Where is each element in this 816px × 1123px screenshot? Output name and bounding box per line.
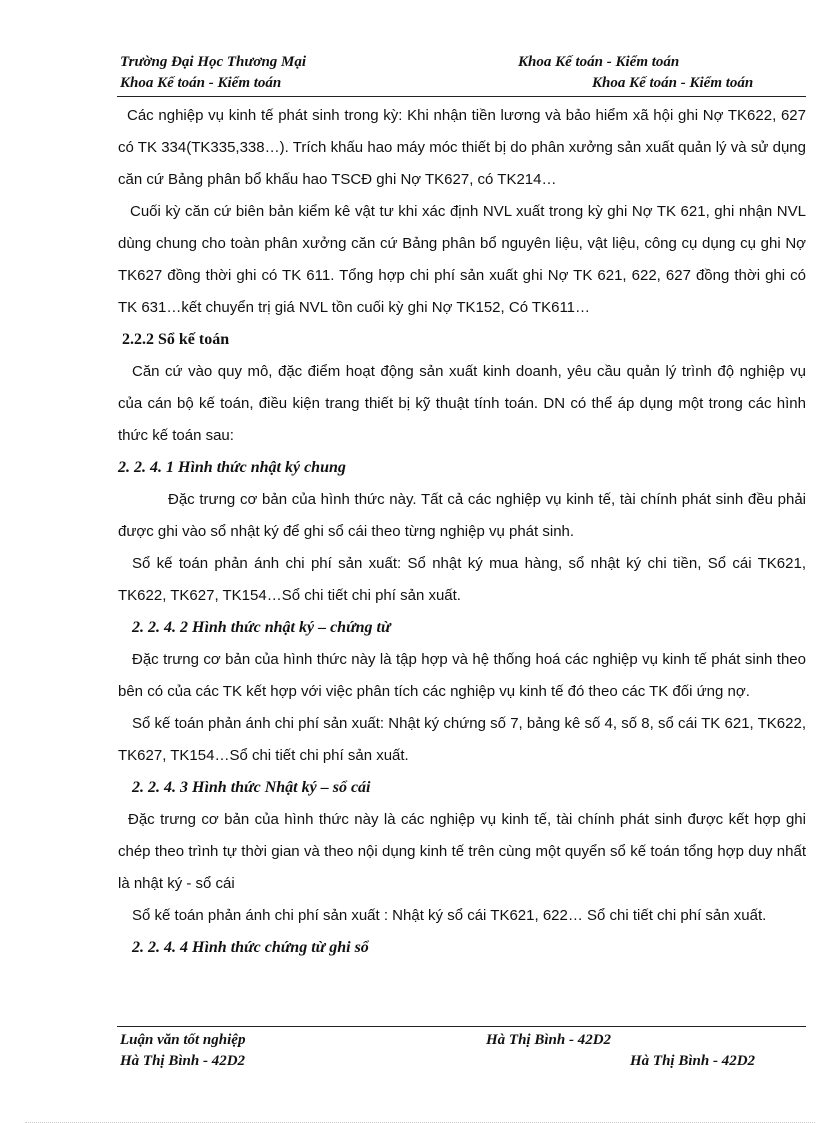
paragraph: Sổ kế toán phản ánh chi phí sản xuất: Nhật ký chứng số 7, bảng kê số 4, số 8, sổ cái TK 621, TK622, TK627, TK154…Sổ chi tiết chi phí sản xuất. <box>118 715 806 764</box>
paragraph: Cuối kỳ căn cứ biên bản kiểm kê vật tư khi xác định NVL xuất trong kỳ ghi Nợ TK 621, ghi nhận NVL dùng chung cho toàn phân xưởng căn cứ Bảng phân bổ nguyên liệu, vật liệu, công cụ dụng cụ ghi Nợ TK627 đồng thời ghi có TK 611. Tổng hợp chi phí sản xuất ghi Nợ TK 621, 622, 627 đồng thời ghi có TK 631…kết chuyển trị giá NVL tồn cuối kỳ ghi Nợ TK152, Có TK611… <box>118 203 806 316</box>
footer-rule <box>117 1026 806 1027</box>
paragraph: Các nghiệp vụ kinh tế phát sinh trong kỳ: Khi nhận tiền lương và bảo hiểm xã hội ghi Nợ TK622, 627 có TK 334(TK335,338…). Trích khấu hao máy móc thiết bị do phân xưởng sản xuất quản lý và sử dụng căn cứ Bảng phân bổ khấu hao TSCĐ ghi Nợ TK627, có TK214… <box>118 107 806 188</box>
paragraph: Đặc trưng cơ bản của hình thức này là các nghiệp vụ kinh tế, tài chính phát sinh được kết hợp ghi chép theo trình tự thời gian và theo nội dụng kinh tế trên cùng một quyển sổ kế toán tổng hợp duy nhất là nhật ký - sổ cái <box>118 811 806 892</box>
paragraph: Đặc trưng cơ bản của hình thức này. Tất cả các nghiệp vụ kinh tế, tài chính phát sinh đều phải được ghi vào sổ nhật ký để ghi sổ cái theo từng nghiệp vụ phát sinh. <box>118 491 806 540</box>
paragraph: Căn cứ vào quy mô, đặc điểm hoạt động sản xuất kinh doanh, yêu cầu quản lý trình độ nghiệp vụ của cán bộ kế toán, điều kiện trang thiết bị kỹ thuật tính toán. DN có thể áp dụng một trong các hình thức kế toán sau: <box>118 363 806 444</box>
page-header <box>120 54 806 98</box>
page-footer <box>120 1032 806 1076</box>
section-heading: 2. 2. 4. 4 Hình thức chứng từ ghi sổ <box>132 939 369 956</box>
section-heading: 2.2.2 Sổ kế toán <box>122 331 230 348</box>
header-rule <box>117 96 806 97</box>
footer-author-right-2: Hà Thị Bình - 42D2 <box>630 1053 756 1069</box>
footer-thesis-label: Luận văn tốt nghiệp <box>120 1032 246 1048</box>
header-faculty-left-2: Khoa Kế toán - Kiểm toán <box>120 75 282 91</box>
footer-author-left-2: Hà Thị Bình - 42D2 <box>120 1053 246 1069</box>
header-faculty-right-2: Khoa Kế toán - Kiểm toán <box>592 75 754 91</box>
paragraph: Sổ kế toán phản ánh chi phí sản xuất : Nhật ký sổ cái TK621, 622… Sổ chi tiết chi phí sản xuất. <box>132 907 767 924</box>
section-heading: 2. 2. 4. 1 Hình thức nhật ký chung <box>118 459 346 476</box>
section-heading: 2. 2. 4. 3 Hình thức Nhật ký – sổ cái <box>132 779 371 796</box>
paragraph: Đặc trưng cơ bản của hình thức này là tập hợp và hệ thống hoá các nghiệp vụ kinh tế phát sinh theo bên có của các TK kết hợp với việc phân tích các nghiệp vụ kinh tế đó theo các TK đối ứng nợ. <box>118 651 806 700</box>
section-heading: 2. 2. 4. 2 Hình thức nhật ký – chứng từ <box>132 619 391 636</box>
footer-author-right-1: Hà Thị Bình - 42D2 <box>486 1032 612 1048</box>
header-university: Trường Đại Học Thương Mại <box>120 54 307 70</box>
document-body <box>118 100 806 964</box>
header-faculty-right-1: Khoa Kế toán - Kiểm toán <box>518 54 680 70</box>
paragraph: Sổ kế toán phản ánh chi phí sản xuất: Sổ nhật ký mua hàng, sổ nhật ký chi tiền, Sổ cái TK621, TK622, TK627, TK154…Sổ chi tiết chi phí sản xuất. <box>118 555 806 604</box>
